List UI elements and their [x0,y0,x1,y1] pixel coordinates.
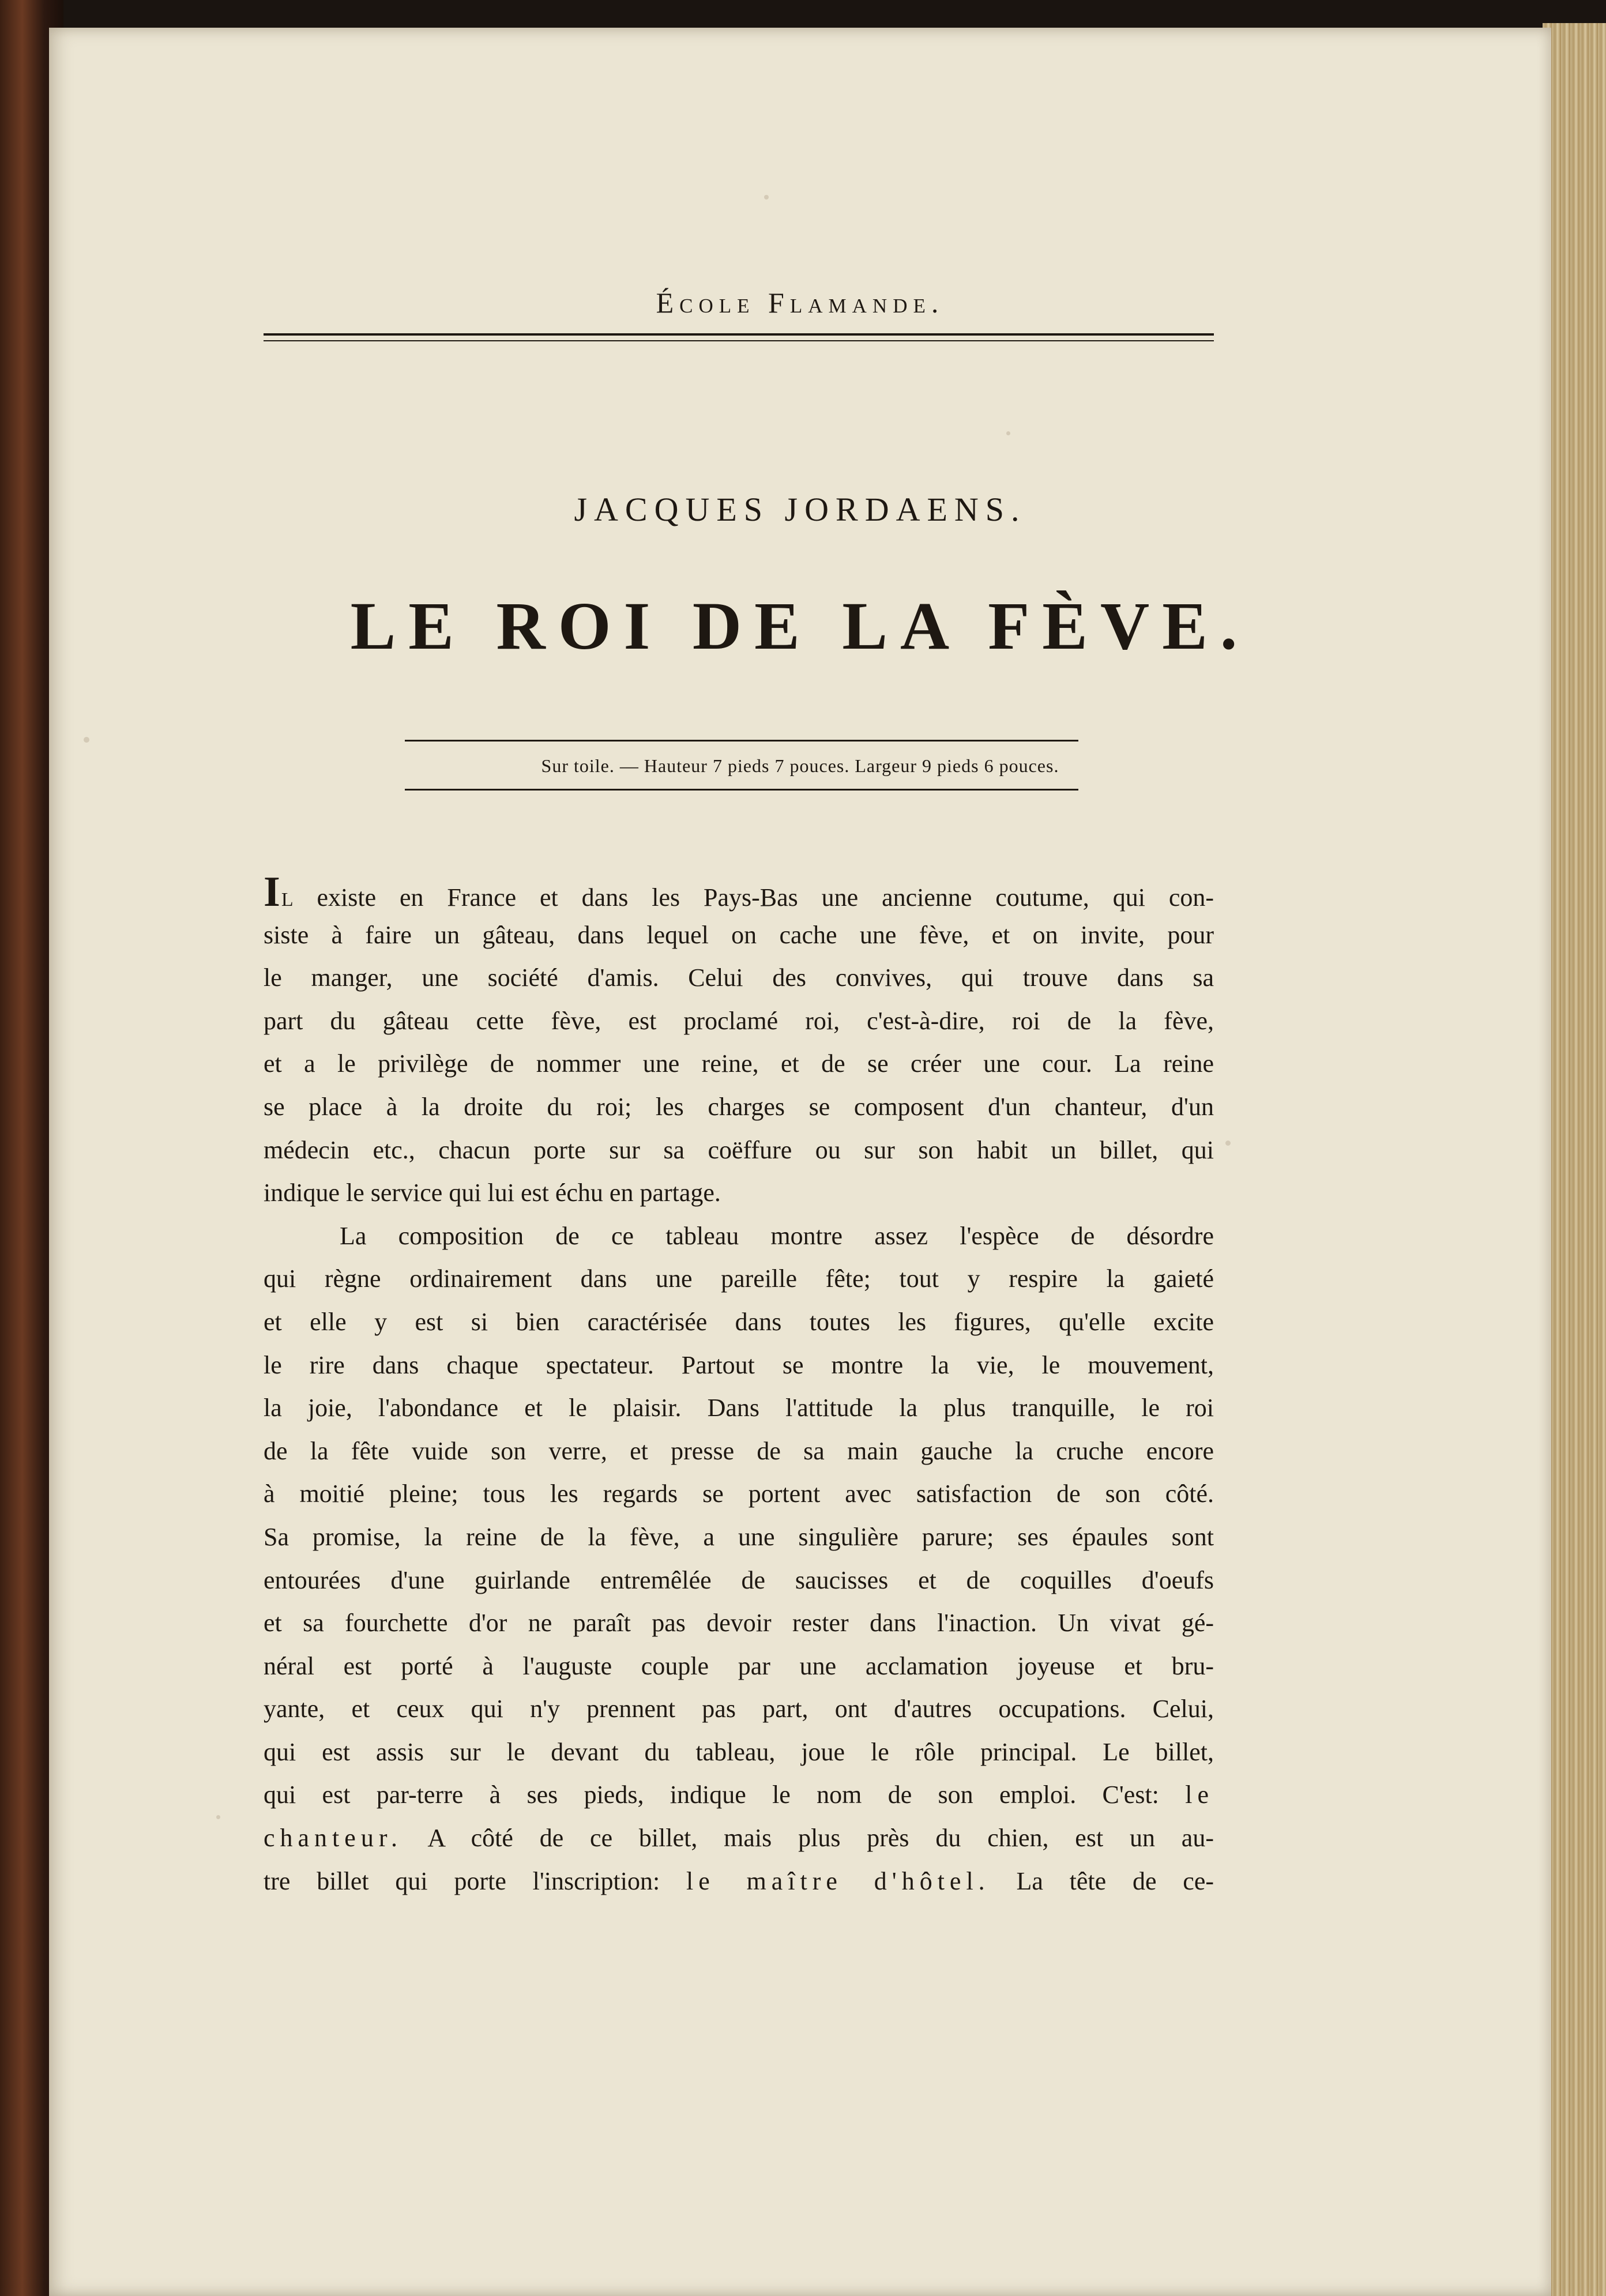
text-line: à moitié pleine; tous les regards se portent avec satisfaction de son côté. [264,1480,1214,1508]
spaced-emphasis: le [1185,1781,1214,1809]
line-text: A côté de ce billet, mais plus près du chien, est un au- [403,1824,1214,1853]
text-line: et a le privilège de nommer une reine, et de se créer une cour. La reine [264,1049,1214,1078]
line-text: La tête de ce- [990,1866,1214,1895]
dimensions-rule-top [405,740,1078,742]
paper-speck [1225,1141,1231,1146]
description-text [264,871,1214,1903]
text-line: médecin etc., chacun porte sur sa coëffure ou sur son habit un billet, qui [264,1135,1214,1164]
line-text: tre billet qui porte l'inscription: [264,1866,687,1895]
line-text: existe en France et dans les Pays-Bas une ancienne coutume, qui con- [293,883,1214,912]
text-line: néral est porté à l'auguste couple par une acclamation joyeuse et bru- [264,1651,1214,1680]
text-line: La composition de ce tableau montre assez l'espèce de désordre [340,1221,1214,1250]
dimensions-rule-bottom [405,789,1078,791]
text-line: indique le service qui lui est échu en partage. [264,1179,721,1207]
spaced-emphasis: chanteur. [264,1824,403,1853]
text-line: yante, et ceux qui n'y prennent pas part, ont d'autres occupations. Celui, [264,1695,1214,1723]
text-line: de la fête vuide son verre, et presse de sa main gauche la cruche encore [264,1436,1214,1465]
paper-speck [216,1815,220,1819]
text-line: qui est assis sur le devant du tableau, joue le rôle principal. Le billet, [264,1737,1214,1766]
text-line [264,1774,1214,1817]
text-line: la joie, l'abondance et le plaisir. Dans l'attitude la plus tranquille, le roi [264,1394,1214,1422]
paper-speck [84,737,89,743]
paper-speck [1006,431,1010,435]
text-line: le manger, une société d'amis. Celui des convives, qui trouve dans sa [264,963,1214,992]
running-head: École Flamande. [656,287,945,319]
text-line: Sa promise, la reine de la fève, a une singulière parure; ses épaules sont [264,1522,1214,1551]
text-line: et sa fourchette d'or ne paraît pas devoir rester dans l'inaction. Un vivat gé- [264,1609,1214,1638]
text-line: part du gâteau cette fève, est proclamé roi, c'est-à-dire, roi de la fève, [264,1006,1214,1035]
text-line: siste à faire un gâteau, dans lequel on cache une fève, et on invite, pour [264,920,1214,949]
text-line [264,1817,1214,1860]
line-text: qui est par-terre à ses pieds, indique le nom de son emploi. C'est: [264,1781,1186,1809]
spaced-emphasis: le maître d'hôtel. [686,1866,990,1895]
text-line: et elle y est si bien caractérisée dans toutes les figures, qu'elle excite [264,1307,1214,1336]
drop-cap-continuation: L [281,889,294,910]
book-page [49,28,1551,2296]
painting-dimensions: Sur toile. — Hauteur 7 pieds 7 pouces. Largeur 9 pieds 6 pouces. [541,755,1059,776]
text-line [264,1860,1214,1903]
paper-speck [764,195,769,200]
header-double-rule [264,333,1214,341]
text-line: se place à la droite du roi; les charges se composent d'un chanteur, d'un [264,1092,1214,1121]
text-line [264,871,1214,914]
painting-title: LE ROI DE LA FÈVE. [350,588,1250,664]
text-line: entourées d'une guirlande entremêlée de saucisses et de coquilles d'oeufs [264,1565,1214,1594]
page-edges-right [1543,23,1606,2296]
text-line: le rire dans chaque spectateur. Partout se montre la vie, le mouvement, [264,1350,1214,1379]
text-line: qui règne ordinairement dans une pareille fête; tout y respire la gaieté [264,1264,1214,1293]
artist-name: JACQUES JORDAENS. [574,491,1026,528]
drop-cap: I [264,871,281,914]
